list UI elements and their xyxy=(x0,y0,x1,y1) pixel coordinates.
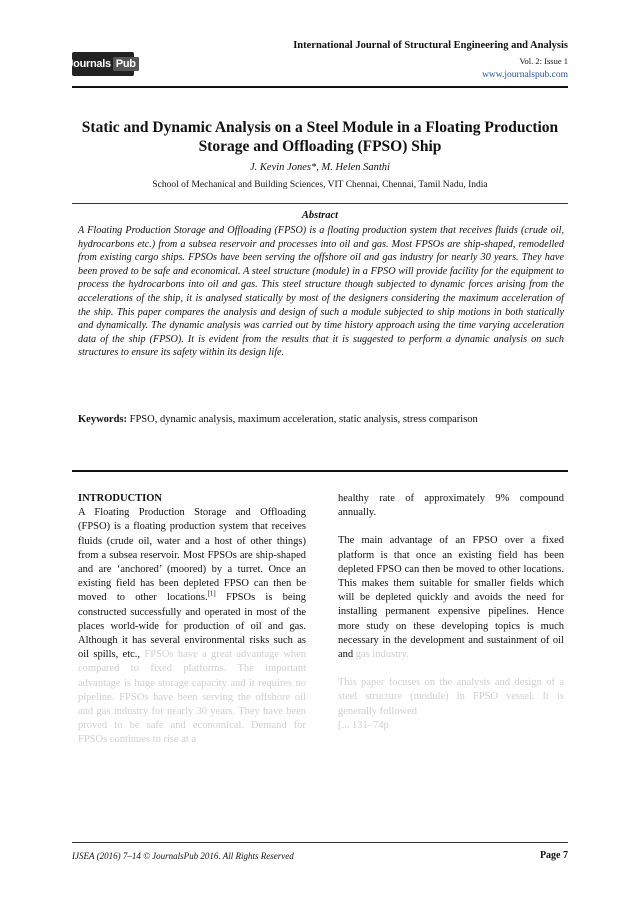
intro-text-2: FPSOs is being constructed successfully and operated in most of the places world-wide for production of oil and gas. Although it has several environmental risks such as oil spills, etc., xyxy=(78,592,306,661)
section-heading-introduction: INTRODUCTION xyxy=(78,493,163,504)
logo-text-journals: Journals xyxy=(67,58,111,70)
faded-text-1: gas industry. xyxy=(355,649,409,661)
paper-authors: J. Kevin Jones*, M. Helen Santhi xyxy=(250,162,390,173)
header-divider xyxy=(72,86,568,88)
keywords xyxy=(78,413,564,427)
keywords-label: Keywords: xyxy=(78,414,127,425)
keywords-list: FPSO, dynamic analysis, maximum acceleration, static analysis, stress comparison xyxy=(129,414,478,425)
left-column xyxy=(78,492,306,748)
right-paragraph-2-text: The main advantage of an FPSO over a fixed platform is that once an existing field has been depleted FPSO can then be moved to other locations. This makes them suitable for smaller fields which will be depleted quickly and avoids the need for installing permanent expensive pipelines. Hence more study on these developing topics is much necessary in the development and sustainment of oil and xyxy=(338,535,564,661)
abstract-text: A Floating Production Storage and Offloading (FPSO) is a floating production system that receives fluids (crude oil, hydrocarbons etc.) from a subsea reservoir and processes into oil and gas. Most FPSOs are ship-shaped, remodelled from existing cargo ships. FPSOs have been serving the offshore oil and gas industry for nearly 30 years. They have been proved to be safe and economical. A steel structure (module) in a FPSO will provide facility for the equipment to process the hydrocarbons into oil and gas. This steel structure though subjected to dynamic forces arising from the accelerations of the ship, it is analysed statically by most of the designers considering the maximum acceleration of the ship. This paper compares the analysis and design of such a module subjected to ship motions in both statically and dynamically. The dynamic analysis was carried out by time history approach using the time varying acceleration data of the ship (FPSO). It is evident from the results that it is suggested to perform a dynamic analysis on such structures to ensure its safety within its design life. xyxy=(78,225,564,359)
journalspub-logo xyxy=(67,52,136,76)
journal-volume: Vol. 2: Issue 1 xyxy=(519,56,568,66)
journal-name: International Journal of Structural Engineering and Analysis xyxy=(293,40,568,51)
footer-citation: IJSEA (2016) 7–14 © JournalsPub 2016. All Rights Reserved xyxy=(72,851,294,861)
intro-text-1: A Floating Production Storage and Offloading (FPSO) is a floating production system that receives fluids (crude oil, water and a host of other things) from a subsea reservoir. Most FPSOs are ship-shaped and are ‘anchored’ (moored) by a turret. Once an existing field has been depleted FPSO can then be moved to other locations. xyxy=(78,507,306,604)
keywords-divider xyxy=(72,470,568,472)
logo-text-pub: Pub xyxy=(113,57,139,71)
abstract-heading: Abstract xyxy=(301,210,339,221)
paper-affiliation: School of Mechanical and Building Sciences, VIT Chennai, Chennai, Tamil Nadu, India xyxy=(152,180,488,190)
right-paragraph-2 xyxy=(338,534,564,662)
faded-preview-text: FPSOs have a great advantage when compared to fixed platforms. The important advantage is huge storage capacity and it requires no pipeline. FPSOs have been serving the offshore oil and gas industry for nearly 30 years. They have been proved to be safe and economical. Demand for FPSOs continues to rise at a xyxy=(78,649,307,746)
journal-url[interactable]: www.journalspub.com xyxy=(482,70,568,80)
footer-divider xyxy=(72,842,568,843)
page-number: Page 7 xyxy=(539,850,568,861)
intro-paragraph xyxy=(78,506,306,747)
right-column xyxy=(338,492,564,733)
citation-ref: [1] xyxy=(207,589,216,598)
right-paragraph-1: healthy rate of approximately 9% compound annually. xyxy=(338,493,564,519)
faded-paragraph: This paper focuses on the analysis and design of a steel structure (module) in FPSO vessel. It is generally followed xyxy=(338,677,564,717)
faded-page-ref: [... 131–74p xyxy=(338,719,389,731)
abstract-divider xyxy=(72,203,568,204)
paper-title: Static and Dynamic Analysis on a Steel Module in a Floating Production Storage and Offloading (FPSO) Ship xyxy=(81,119,559,155)
